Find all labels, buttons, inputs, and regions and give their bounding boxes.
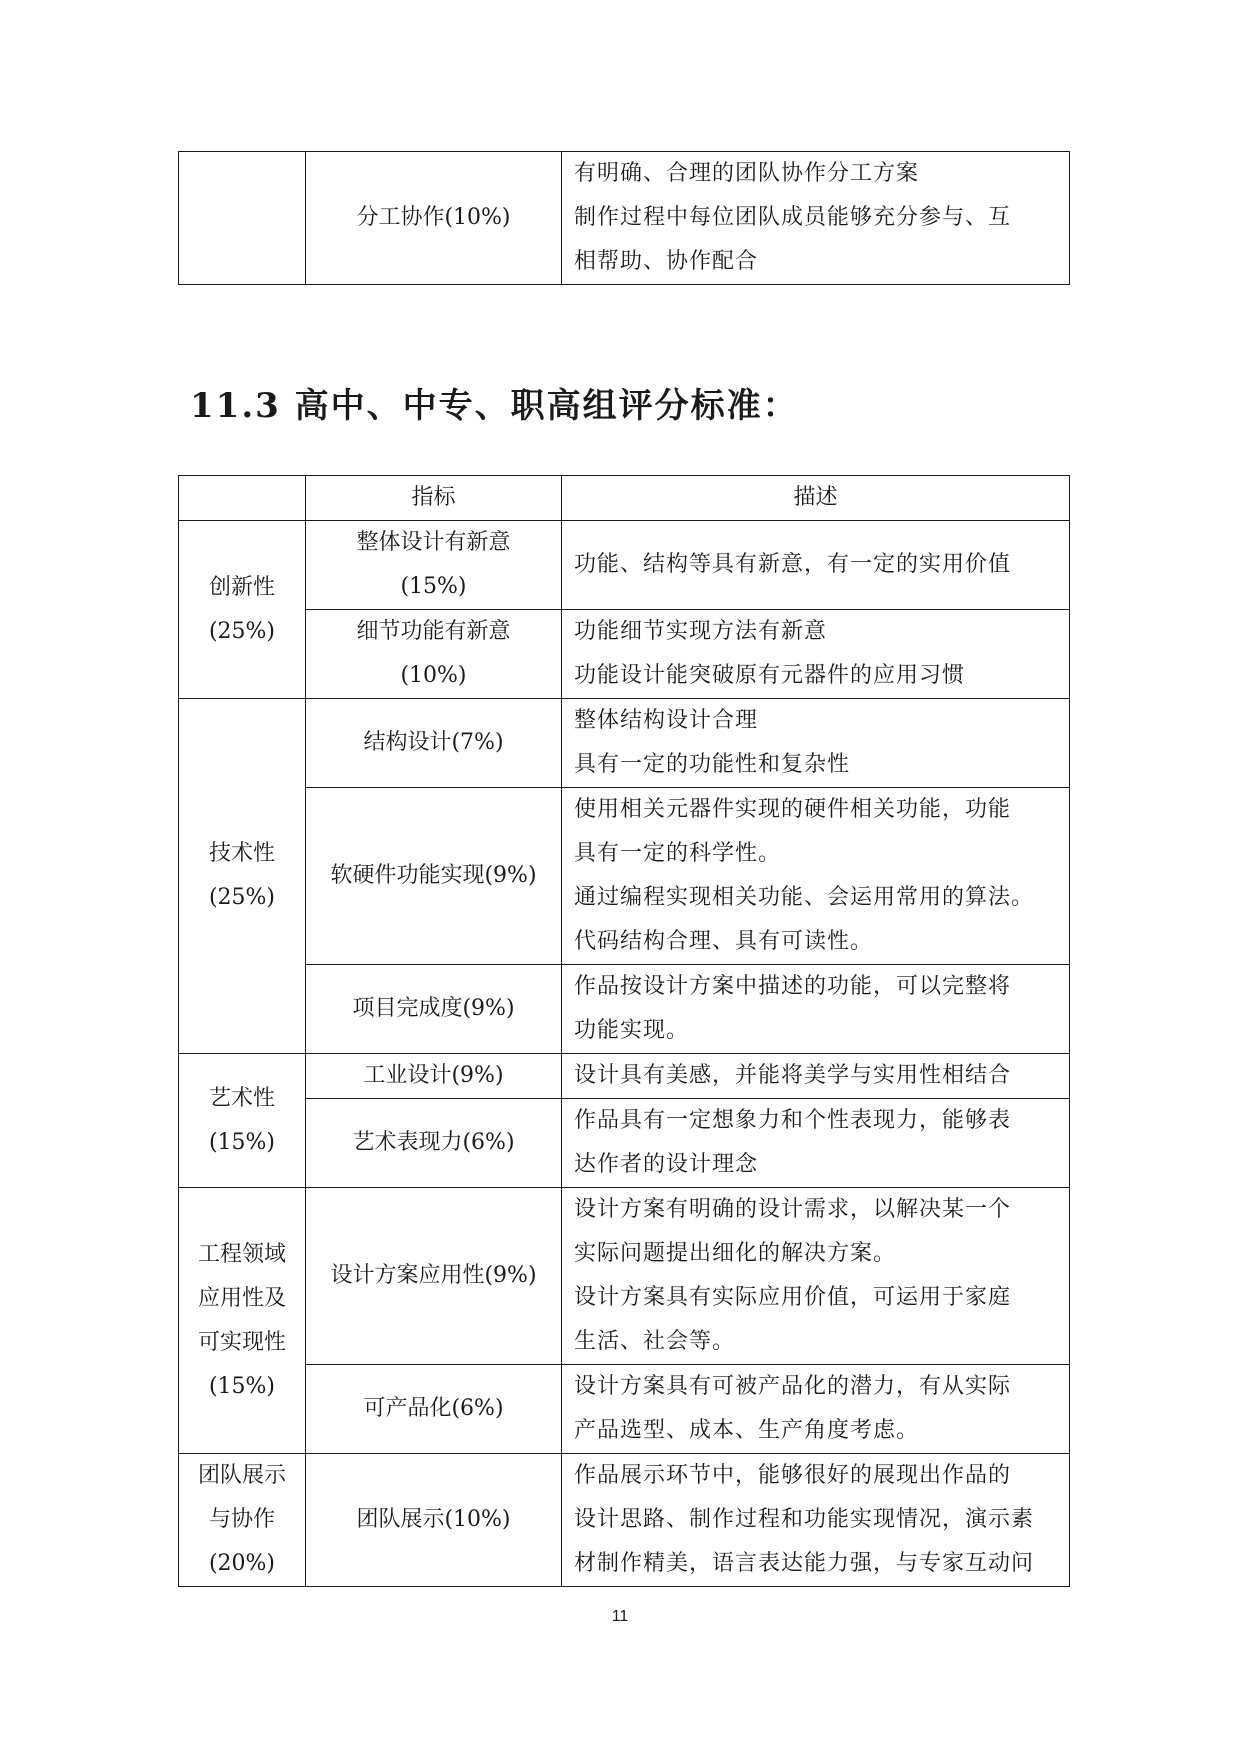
description-cell-line: 作品展示环节中，能够很好的展现出作品的 [574,1463,1012,1488]
table-row [179,1365,1070,1454]
category-cell [179,699,306,1054]
table-row [179,1454,1070,1587]
category-cell [179,1188,306,1454]
category-cell-line: 可实现性 [197,1329,286,1355]
description-cell-line: 具有一定的功能性和复杂性 [574,752,851,777]
description-cell [562,1099,1070,1188]
indicator-cell-line: 可产品化(6%) [363,1396,504,1421]
description-cell-line: 整体结构设计合理 [574,708,759,733]
indicator-cell [306,1188,562,1365]
description-cell-line: 达作者的设计理念 [574,1152,759,1177]
description-cell-line: 作品按设计方案中描述的功能，可以完整将 [574,974,1012,999]
description-cell [562,1054,1070,1099]
description-cell [562,1365,1070,1454]
category-cell-line: 创新性 [208,574,275,600]
description-cell [562,610,1070,699]
continued-scoring-table [178,151,1070,285]
indicator-cell [306,965,562,1054]
indicator-cell [306,610,562,699]
table-row [179,1054,1070,1099]
category-cell-line: (25%) [208,885,276,910]
indicator-cell-line: 结构设计(7%) [363,730,504,755]
indicator-cell-line: 项目完成度(9%) [352,996,515,1021]
table-row [179,521,1070,610]
description-cell [562,699,1070,788]
category-cell-line: 团队展示 [197,1463,286,1488]
description-cell-line: 功能、结构等具有新意，有一定的实用价值 [574,552,1012,577]
indicator-cell [306,152,562,285]
header-category [179,476,306,521]
table-row [179,610,1070,699]
description-cell-line: 设计思路、制作过程和功能实现情况，演示素 [574,1507,1035,1532]
category-cell-line: (15%) [208,1129,276,1155]
description-cell-line: 设计方案有明确的设计需求，以解决某一个 [574,1197,1012,1222]
indicator-cell-line: 分工协作(10%) [356,205,511,230]
category-cell-line: 艺术性 [208,1085,275,1111]
description-cell-line: 有明确、合理的团队协作分工方案 [574,161,920,186]
table-row [179,152,1070,285]
indicator-cell-line: 软硬件功能实现(9%) [330,863,537,888]
category-cell [179,521,306,699]
description-cell-line: 功能设计能突破原有元器件的应用习惯 [574,663,966,688]
indicator-cell-line: 工业设计(9%) [363,1063,504,1088]
category-cell-line: 工程领域 [197,1241,286,1267]
category-cell-line: (25%) [208,618,276,644]
indicator-cell [306,1054,562,1099]
description-cell-line: 相帮助、协作配合 [574,249,759,274]
indicator-cell [306,1365,562,1454]
description-cell [562,521,1070,610]
table-row [179,1099,1070,1188]
description-cell [562,965,1070,1054]
description-cell-line: 设计方案具有可被产品化的潜力，有从实际 [574,1374,1012,1399]
indicator-cell [306,699,562,788]
description-cell-line: 通过编程实现相关功能、会运用常用的算法。 [574,885,1035,910]
category-cell-line: (15%) [208,1373,276,1399]
indicator-cell [306,1454,562,1587]
indicator-cell-line: 整体设计有新意 [356,530,511,555]
description-cell [562,1188,1070,1365]
table-row [179,965,1070,1054]
description-cell-line: 设计具有美感，并能将美学与实用性相结合 [574,1063,1012,1088]
description-cell-line: 生活、社会等。 [574,1329,736,1354]
description-cell-line: 功能细节实现方法有新意 [574,619,828,644]
indicator-cell [306,1099,562,1188]
description-cell-line: 使用相关元器件实现的硬件相关功能，功能 [574,797,1012,822]
description-cell-line: 代码结构合理、具有可读性。 [574,929,874,954]
header-indicator: 指标 [306,476,562,521]
table-row [179,1188,1070,1365]
category-cell-line: 技术性 [208,841,275,866]
indicator-cell-line: (10%) [400,663,467,688]
category-cell-line: 与协作 [208,1507,275,1532]
category-cell [179,152,306,285]
indicator-cell-line: (15%) [400,574,467,599]
description-cell-line: 具有一定的科学性。 [574,841,782,866]
indicator-cell-line: 细节功能有新意 [356,619,511,644]
description-cell [562,1454,1070,1587]
description-cell-line: 功能实现。 [574,1018,690,1043]
description-cell [562,152,1070,285]
table-header-row [179,476,1070,521]
indicator-cell [306,788,562,965]
page-number: 11 [611,1608,629,1625]
description-cell-line: 实际问题提出细化的解决方案。 [574,1241,897,1266]
category-cell [179,1054,306,1188]
description-cell-line: 产品选型、成本、生产角度考虑。 [574,1418,920,1443]
category-cell [179,1454,306,1587]
description-cell-line: 作品具有一定想象力和个性表现力，能够表 [574,1108,1012,1133]
indicator-cell [306,521,562,610]
indicator-cell-line: 设计方案应用性(9%) [330,1263,537,1288]
description-cell-line: 材制作精美，语言表达能力强，与专家互动问 [574,1551,1035,1576]
section-heading: 11.3 高中、中专、职高组评分标准： [190,386,799,426]
indicator-cell-line: 团队展示(10%) [356,1507,511,1532]
description-cell-line: 制作过程中每位团队成员能够充分参与、互 [574,205,1012,230]
description-cell [562,788,1070,965]
table-row [179,699,1070,788]
category-cell-line: (20%) [208,1551,276,1576]
scoring-criteria-table [178,475,1070,1587]
header-description: 描述 [562,476,1070,521]
category-cell-line: 应用性及 [197,1285,286,1311]
table-row [179,788,1070,965]
indicator-cell-line: 艺术表现力(6%) [352,1130,515,1155]
description-cell-line: 设计方案具有实际应用价值，可运用于家庭 [574,1285,1012,1310]
